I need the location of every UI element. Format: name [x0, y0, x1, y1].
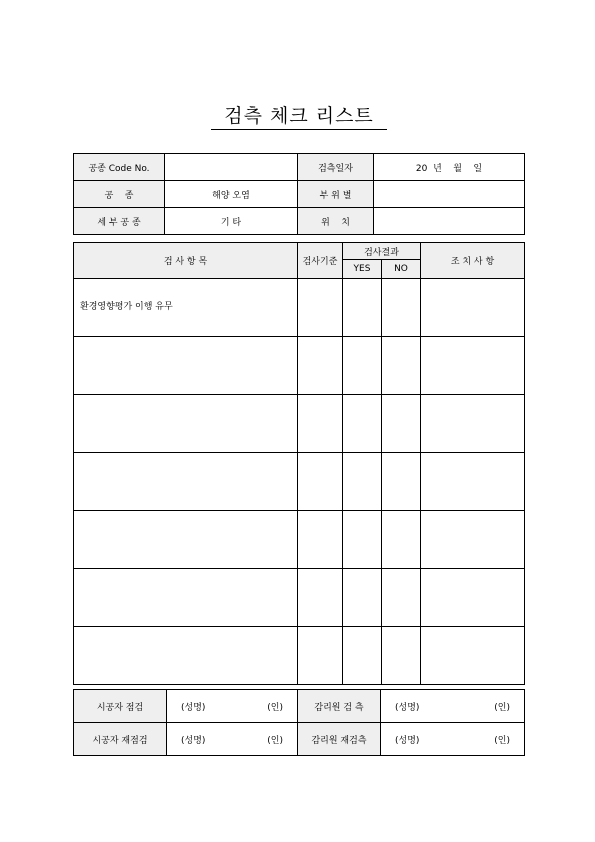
name-placeholder: (성명) [181, 702, 206, 713]
no-header: NO [382, 260, 421, 279]
item-cell[interactable]: 환경영향평가 이행 유무 [74, 279, 298, 337]
contractor-reinspection-label: 시공자 재점검 [74, 723, 167, 756]
supervisor-reinspection-signature[interactable] [381, 723, 525, 756]
contractor-inspection-label: 시공자 점검 [74, 690, 167, 723]
action-cell[interactable] [421, 395, 525, 453]
inspection-date-field[interactable]: 20 년 월 일 [374, 154, 525, 181]
work-type-field[interactable]: 해양 오염 [165, 181, 298, 208]
criteria-cell[interactable] [298, 511, 343, 569]
no-cell[interactable] [382, 627, 421, 685]
yes-cell[interactable] [343, 569, 382, 627]
criteria-cell[interactable] [298, 279, 343, 337]
contractor-reinspection-signature[interactable] [167, 723, 298, 756]
table-row [74, 627, 525, 685]
seal-placeholder: (인) [267, 735, 283, 746]
action-cell[interactable] [421, 337, 525, 395]
detail-work-label: 세 부 공 종 [74, 208, 165, 235]
table-row [74, 511, 525, 569]
yes-cell[interactable] [343, 279, 382, 337]
signature-table [73, 689, 525, 756]
work-type-label: 공 종 [74, 181, 165, 208]
action-cell[interactable] [421, 511, 525, 569]
table-row [74, 337, 525, 395]
work-code-field[interactable] [165, 154, 298, 181]
seal-placeholder: (인) [267, 702, 283, 713]
location-label: 위 치 [298, 208, 374, 235]
info-table [73, 153, 525, 235]
action-cell[interactable] [421, 453, 525, 511]
criteria-cell[interactable] [298, 453, 343, 511]
criteria-cell[interactable] [298, 627, 343, 685]
item-cell[interactable] [74, 511, 298, 569]
no-cell[interactable] [382, 279, 421, 337]
item-cell[interactable] [74, 569, 298, 627]
inspection-date-label: 검측일자 [298, 154, 374, 181]
action-header: 조 치 사 항 [421, 243, 525, 279]
item-cell[interactable] [74, 337, 298, 395]
table-row [74, 395, 525, 453]
yes-cell[interactable] [343, 395, 382, 453]
department-field[interactable] [374, 181, 525, 208]
work-code-label: 공종 Code No. [74, 154, 165, 181]
yes-header: YES [343, 260, 382, 279]
yes-cell[interactable] [343, 511, 382, 569]
department-label: 부 위 별 [298, 181, 374, 208]
result-header: 검사결과 [343, 243, 421, 260]
item-cell[interactable] [74, 395, 298, 453]
criteria-cell[interactable] [298, 395, 343, 453]
no-cell[interactable] [382, 569, 421, 627]
item-cell[interactable] [74, 453, 298, 511]
no-cell[interactable] [382, 453, 421, 511]
location-field[interactable] [374, 208, 525, 235]
table-row [74, 279, 525, 337]
page-title: 검측 체크 리스트 [211, 103, 387, 130]
contractor-inspection-signature[interactable] [167, 690, 298, 723]
detail-work-field[interactable]: 기 타 [165, 208, 298, 235]
criteria-cell[interactable] [298, 569, 343, 627]
item-cell[interactable] [74, 627, 298, 685]
supervisor-inspection-signature[interactable] [381, 690, 525, 723]
table-row [74, 453, 525, 511]
yes-cell[interactable] [343, 337, 382, 395]
table-row [74, 569, 525, 627]
yes-cell[interactable] [343, 627, 382, 685]
supervisor-reinspection-label: 감리원 재검측 [298, 723, 381, 756]
no-cell[interactable] [382, 337, 421, 395]
no-cell[interactable] [382, 395, 421, 453]
checklist-table [73, 242, 525, 685]
criteria-cell[interactable] [298, 337, 343, 395]
name-placeholder: (성명) [395, 702, 420, 713]
yes-cell[interactable] [343, 453, 382, 511]
criteria-header: 검사기준 [298, 243, 343, 279]
name-placeholder: (성명) [181, 735, 206, 746]
name-placeholder: (성명) [395, 735, 420, 746]
action-cell[interactable] [421, 569, 525, 627]
item-header: 검 사 항 목 [74, 243, 298, 279]
seal-placeholder: (인) [494, 735, 510, 746]
no-cell[interactable] [382, 511, 421, 569]
action-cell[interactable] [421, 279, 525, 337]
action-cell[interactable] [421, 627, 525, 685]
supervisor-inspection-label: 감리원 검 측 [298, 690, 381, 723]
seal-placeholder: (인) [494, 702, 510, 713]
